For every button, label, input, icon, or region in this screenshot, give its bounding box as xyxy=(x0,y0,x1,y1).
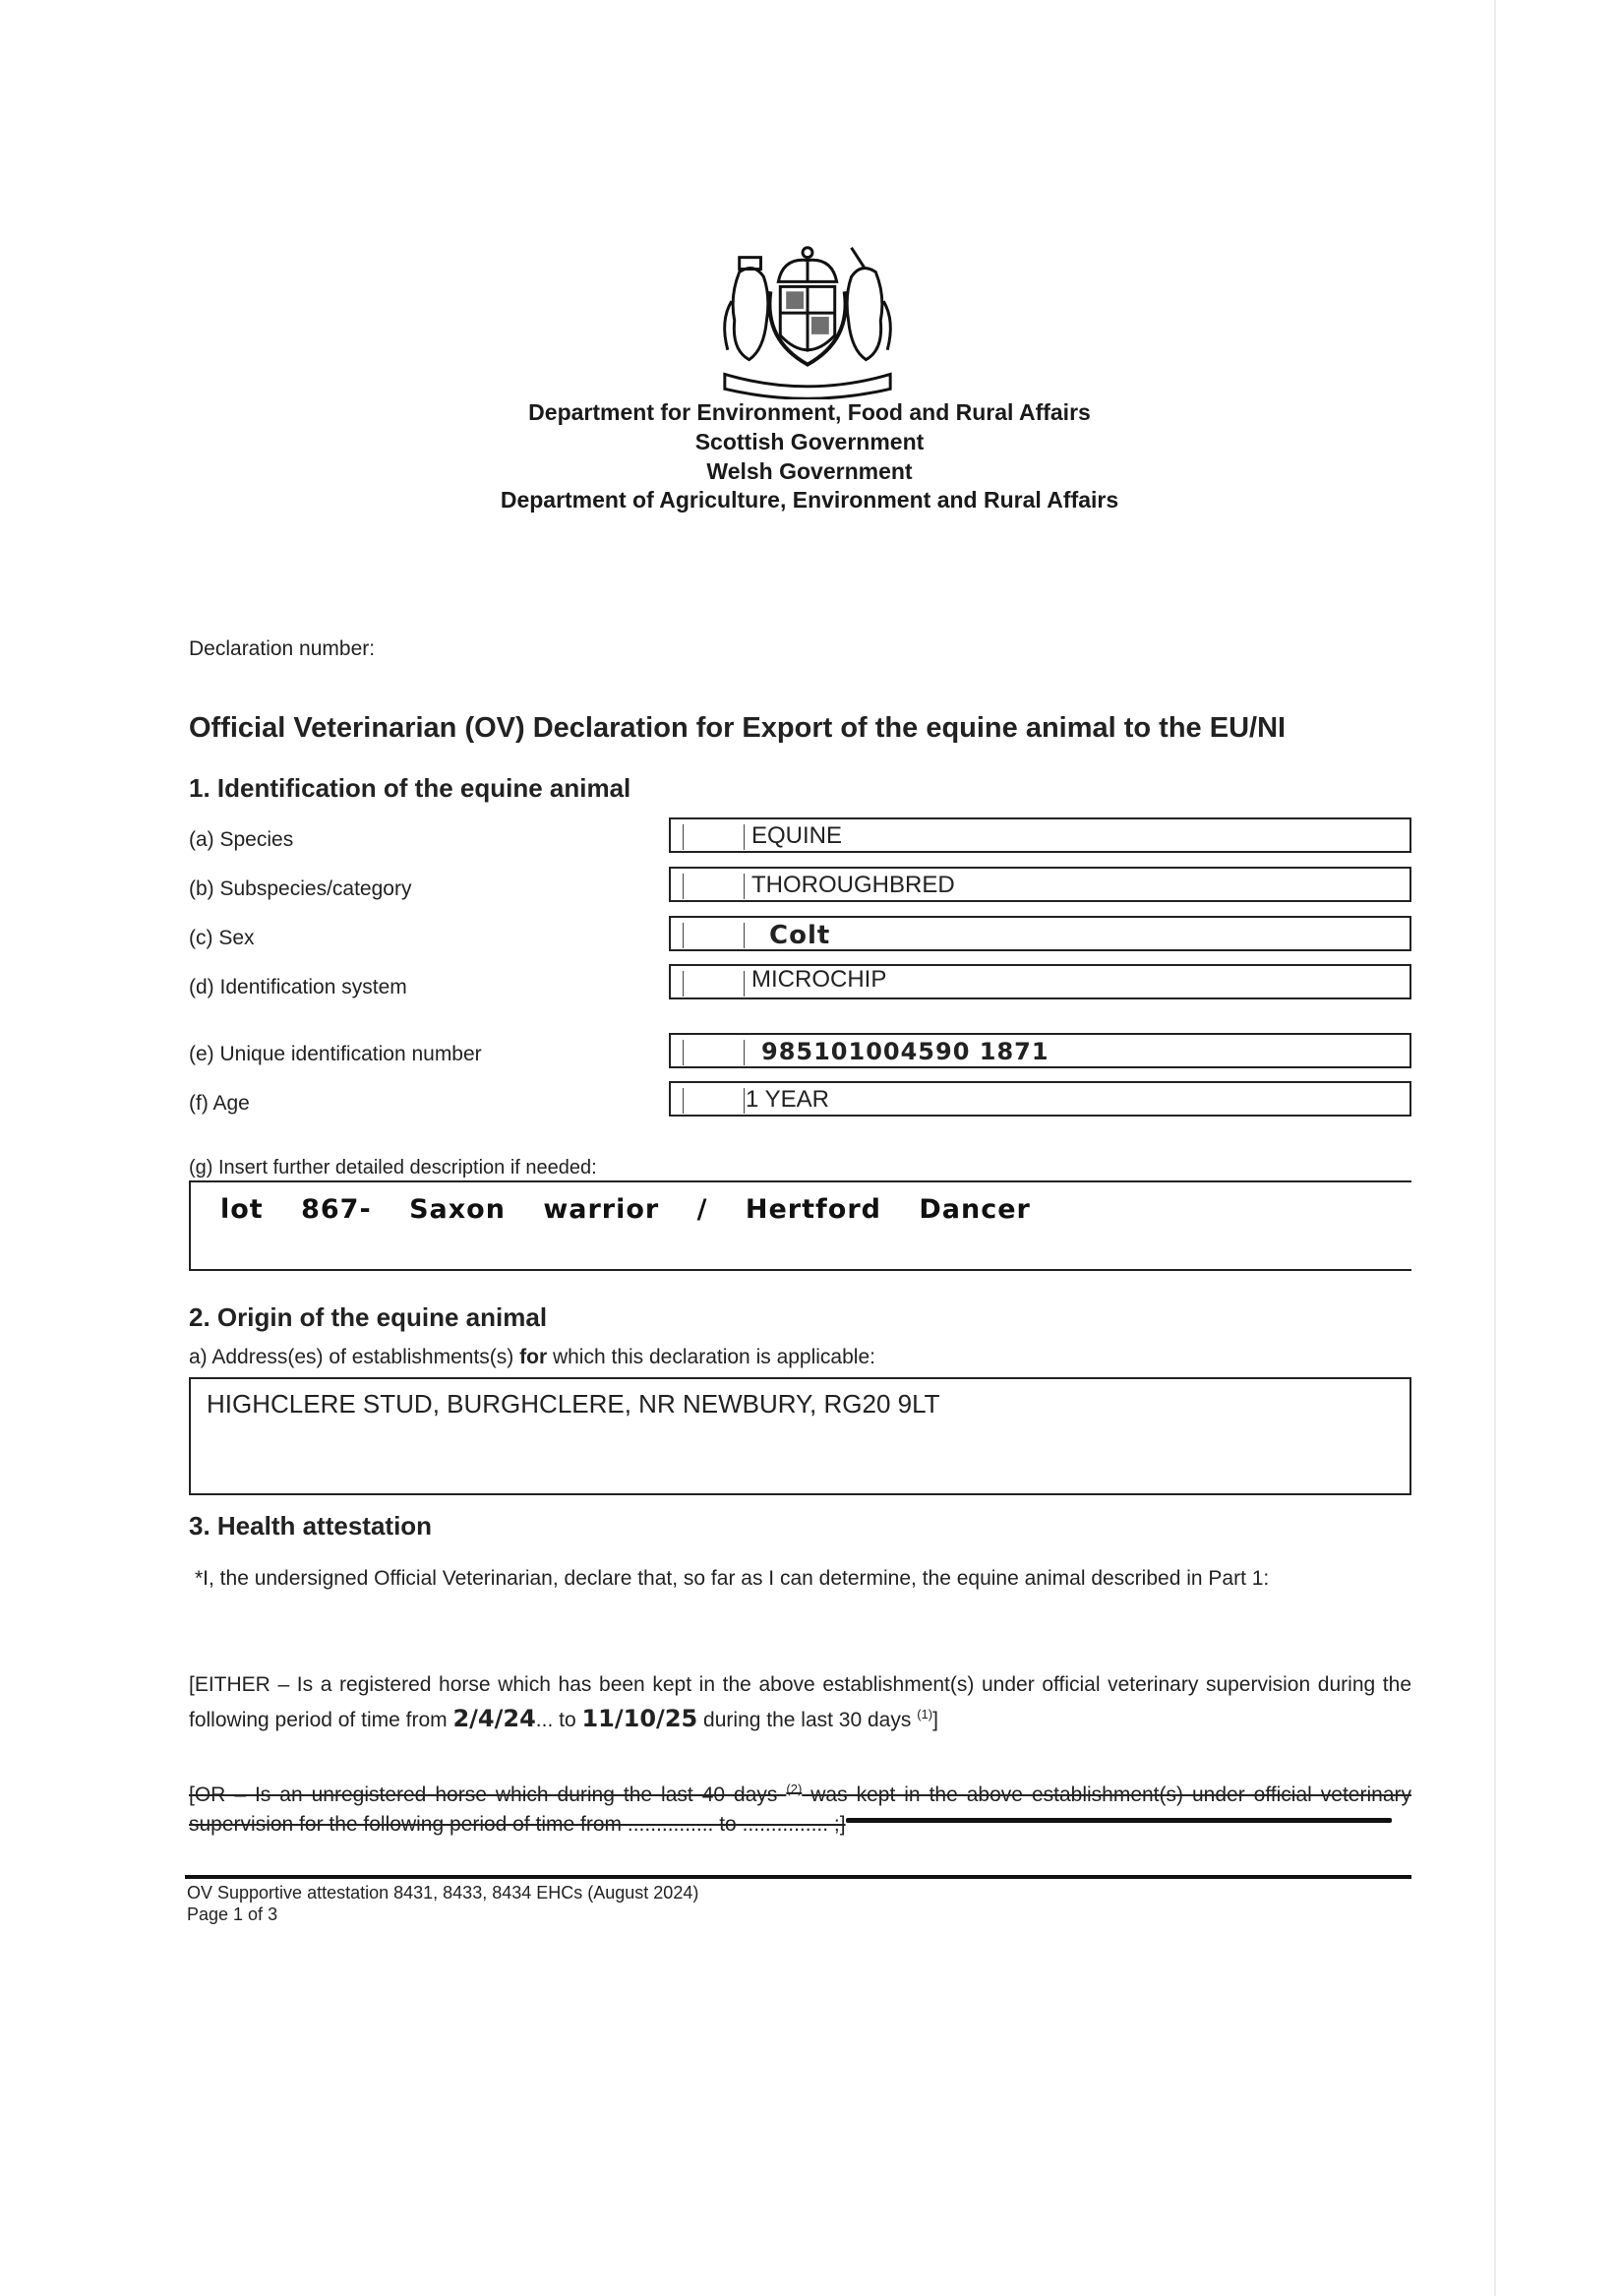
field-divider xyxy=(683,1088,684,1114)
dept-defra: Department for Environment, Food and Rural Affairs xyxy=(528,399,1091,425)
species-label: (a) Species xyxy=(189,828,294,851)
subspecies-value: THOROUGHBRED xyxy=(751,872,955,898)
declaration-number-label: Declaration number: xyxy=(189,637,376,660)
footnote-ref: (1) xyxy=(917,1707,933,1722)
field-divider xyxy=(744,824,745,850)
address-label-text: which this declaration is applicable: xyxy=(547,1346,875,1368)
dept-welsh-gov: Welsh Government xyxy=(706,458,913,484)
or-text: [OR – Is an unregistered horse which during the last 40 days xyxy=(189,1783,787,1806)
section1-heading: 1. Identification of the equine animal xyxy=(189,773,631,803)
from-dots: ... xyxy=(535,1709,554,1731)
species-field[interactable] xyxy=(669,817,1411,853)
species-value: EQUINE xyxy=(751,822,843,849)
address-label-bold: for xyxy=(519,1346,548,1368)
uid-value: 985101004590 1871 xyxy=(761,1038,1049,1065)
address-field[interactable] xyxy=(189,1377,1411,1495)
either-text: during the last 30 days xyxy=(697,1709,918,1731)
to-word: to xyxy=(553,1709,582,1731)
age-field[interactable] xyxy=(669,1081,1411,1117)
age-label: (f) Age xyxy=(189,1092,250,1115)
field-divider xyxy=(683,1040,684,1065)
footer-attestation: OV Supportive attestation 8431, 8433, 8434 EHCs (August 2024) xyxy=(187,1883,699,1903)
field-divider xyxy=(683,824,684,850)
section2-heading: 2. Origin of the equine animal xyxy=(189,1302,548,1332)
field-divider xyxy=(683,923,684,948)
description-label: (g) Insert further detailed description if needed: xyxy=(189,1157,597,1178)
attestation-intro: *I, the undersigned Official Veterinarian, declare that, so far as I can determine, the equine animal described in Part 1: xyxy=(195,1567,1270,1590)
footer-rule xyxy=(185,1875,1411,1879)
attestation-either xyxy=(189,1670,1411,1735)
address-label-text: a) Address(es) of establishments(s) xyxy=(189,1346,520,1368)
field-divider xyxy=(744,971,745,997)
description-value: lot 867- Saxon warrior / Hertford Dancer xyxy=(220,1194,1031,1225)
id-system-value: MICROCHIP xyxy=(751,966,887,993)
royal-coat-of-arms-icon xyxy=(710,242,905,399)
address-value: HIGHCLERE STUD, BURGHCLERE, NR NEWBURY, RG20 9LT xyxy=(207,1389,940,1419)
sex-value: Colt xyxy=(769,921,831,950)
id-system-label: (d) Identification system xyxy=(189,976,407,998)
footnote-ref: (2) xyxy=(786,1782,803,1796)
page-title: Official Veterinarian (OV) Declaration for Export of the equine animal to the EU/NI xyxy=(189,712,1287,744)
uid-field[interactable] xyxy=(669,1033,1411,1068)
to-date: 11/10/25 xyxy=(581,1705,698,1732)
field-divider xyxy=(744,874,745,899)
field-divider xyxy=(683,874,684,899)
either-text: [EITHER – Is a registered horse which has been kept in the above establishment(s) under official veterinary supervision during the following period of time from xyxy=(189,1673,1411,1731)
sex-field[interactable] xyxy=(669,916,1411,951)
subspecies-field[interactable] xyxy=(669,867,1411,902)
dept-scottish-gov: Scottish Government xyxy=(694,429,925,454)
address-label xyxy=(189,1346,875,1369)
from-date: 2/4/24 xyxy=(452,1705,536,1732)
strikethrough-bar xyxy=(846,1818,1392,1823)
bracket-close: ] xyxy=(932,1709,938,1731)
or-text: was kept in the above establishment(s) under official veterinary supervision for the following period of time from ............... to ............... ;] xyxy=(189,1783,1411,1836)
field-divider xyxy=(744,1088,745,1114)
section3-heading: 3. Health attestation xyxy=(189,1511,433,1541)
attestation-or-struck xyxy=(189,1775,1411,1840)
uid-label: (e) Unique identification number xyxy=(189,1043,482,1065)
field-divider xyxy=(744,923,745,948)
footer-page-number: Page 1 of 3 xyxy=(187,1904,278,1924)
id-system-field[interactable] xyxy=(669,964,1411,999)
page-edge xyxy=(1494,0,1496,2296)
subspecies-label: (b) Subspecies/category xyxy=(189,877,412,900)
sex-label: (c) Sex xyxy=(189,927,255,949)
dept-daera: Department of Agriculture, Environment and Rural Affairs xyxy=(500,487,1119,513)
description-field[interactable] xyxy=(189,1180,1411,1271)
field-divider xyxy=(744,1040,745,1065)
field-divider xyxy=(683,971,684,997)
age-value: 1 YEAR xyxy=(746,1086,829,1113)
